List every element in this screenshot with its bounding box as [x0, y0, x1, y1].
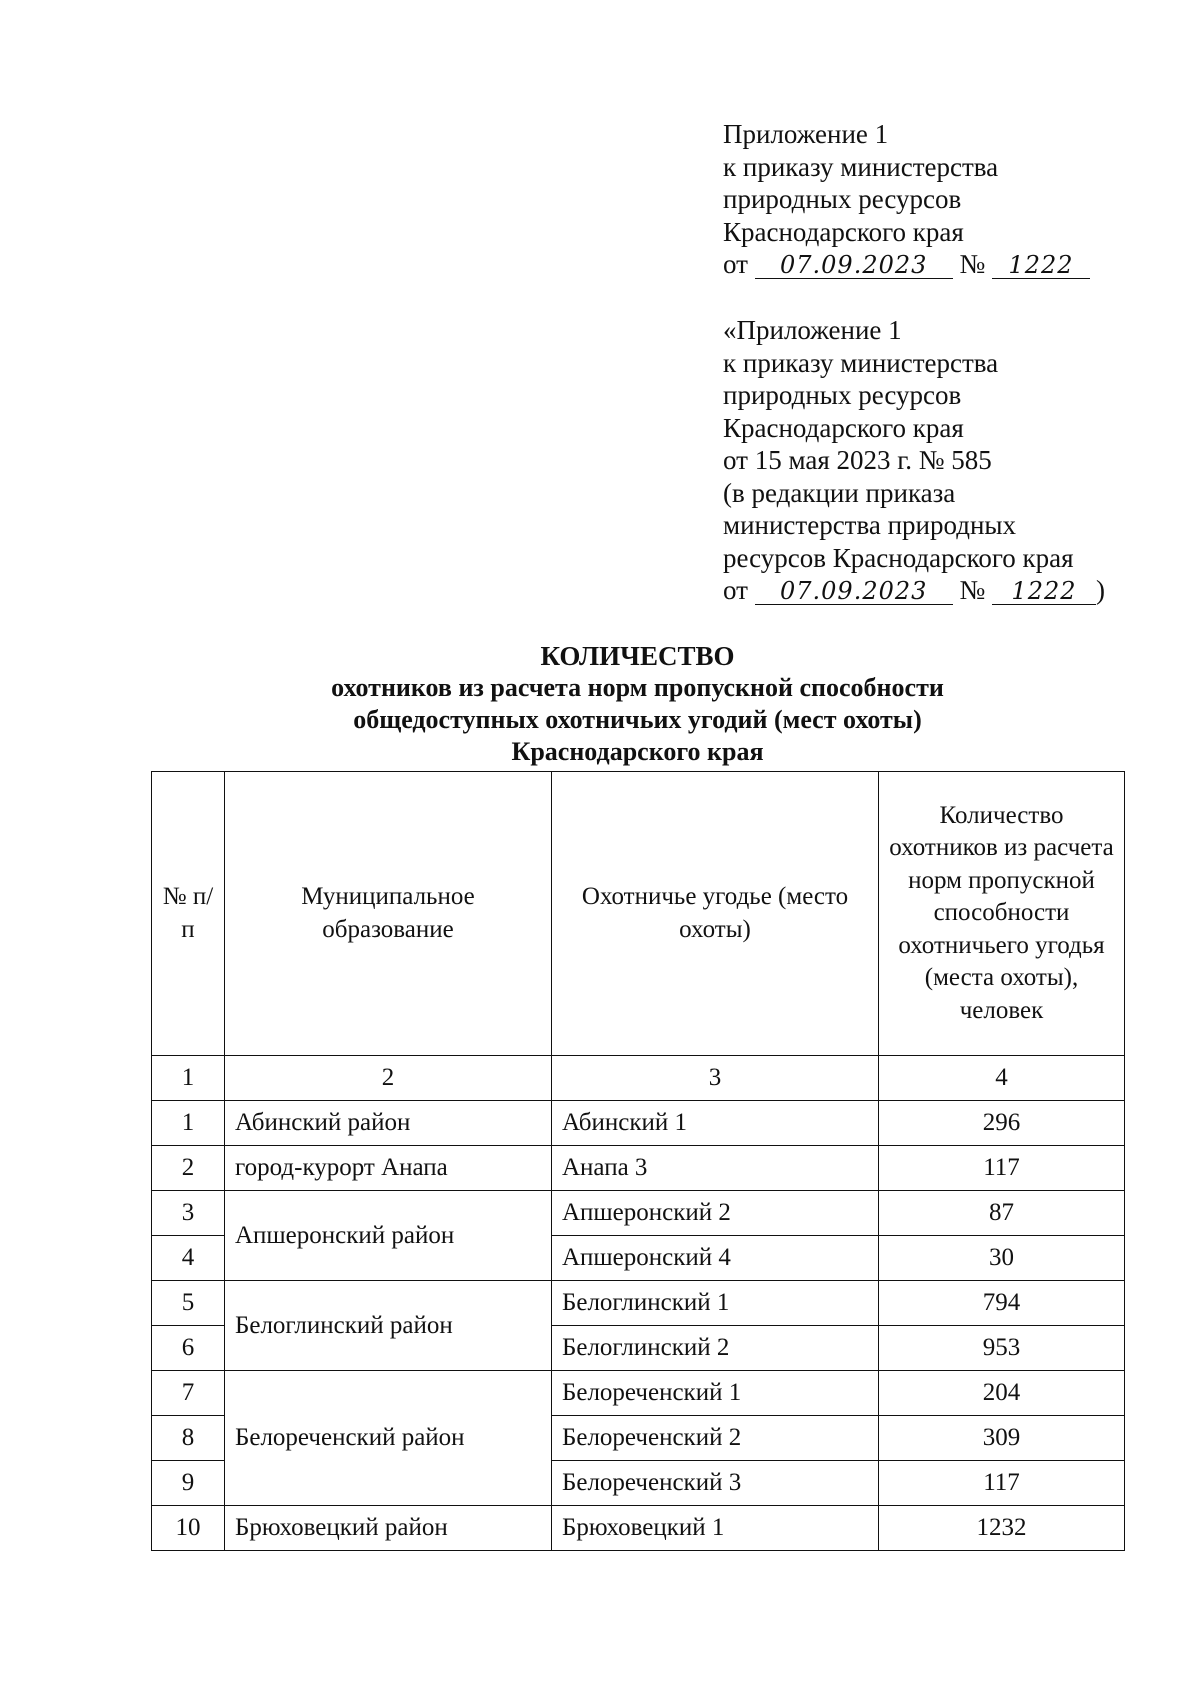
- appendix-date-line: [723, 574, 1143, 607]
- hunter-count-cell: 117: [879, 1461, 1125, 1506]
- appendix-line: ресурсов Краснодарского края: [723, 542, 1074, 573]
- municipality-cell: Белоглинский район: [225, 1281, 552, 1371]
- row-number: 7: [152, 1371, 225, 1416]
- hunter-count-cell: 87: [879, 1191, 1125, 1236]
- hunter-count-cell: 309: [879, 1416, 1125, 1461]
- appendix-line: (в редакции приказа: [723, 477, 956, 508]
- hunting-ground-cell: Белореченский 1: [552, 1371, 879, 1416]
- appendix-line: природных ресурсов: [723, 184, 962, 214]
- handwritten-date: 07.09.2023: [755, 252, 953, 279]
- table-row: [152, 1506, 1125, 1551]
- title-line: общедоступных охотничьих угодий (мест охоты): [353, 705, 922, 734]
- column-number: 1: [152, 1056, 225, 1101]
- hunting-ground-cell: Анапа 3: [552, 1146, 879, 1191]
- handwritten-date: 07.09.2023: [755, 578, 953, 605]
- appendix-line: к приказу министерства: [723, 151, 999, 182]
- appendix-line: природных ресурсов: [723, 380, 962, 410]
- hunting-ground-cell: Белоглинский 1: [552, 1281, 879, 1326]
- row-number: 3: [152, 1191, 225, 1236]
- hunter-count-cell: 953: [879, 1326, 1125, 1371]
- handwritten-number: 1222: [992, 252, 1090, 279]
- hunting-ground-cell: Белоглинский 2: [552, 1326, 879, 1371]
- date-prefix: от: [723, 249, 748, 279]
- column-number: 4: [879, 1056, 1125, 1101]
- table-row: [152, 1101, 1125, 1146]
- column-header-hunting-ground: Охотничье угодье (место охоты): [552, 772, 879, 1056]
- column-header-hunter-count: Количество охотников из расчета норм пропускной способности охотничьего угодья (места охоты), человек: [879, 772, 1125, 1056]
- table-row: [152, 1281, 1125, 1326]
- hunting-ground-cell: Апшеронский 2: [552, 1191, 879, 1236]
- hunter-count-cell: 204: [879, 1371, 1125, 1416]
- hunters-table: [151, 771, 1125, 1551]
- row-number: 9: [152, 1461, 225, 1506]
- title-line: Краснодарского края: [511, 737, 764, 766]
- hunting-ground-cell: Абинский 1: [552, 1101, 879, 1146]
- row-number: 5: [152, 1281, 225, 1326]
- row-number: 1: [152, 1101, 225, 1146]
- table-row: [152, 1146, 1125, 1191]
- appendix-line: Краснодарского края: [723, 412, 964, 443]
- column-number: 3: [552, 1056, 879, 1101]
- appendix-line: к приказу министерства: [723, 347, 999, 378]
- row-number: 8: [152, 1416, 225, 1461]
- row-number: 4: [152, 1236, 225, 1281]
- column-number: 2: [225, 1056, 552, 1101]
- municipality-cell: Белореченский район: [225, 1371, 552, 1506]
- number-prefix: №: [959, 575, 986, 605]
- title-line: охотников из расчета норм пропускной способности: [331, 673, 944, 702]
- appendix-current-order: [723, 118, 1143, 281]
- hunter-count-cell: 117: [879, 1146, 1125, 1191]
- appendix-line: от 15 мая 2023 г. № 585: [723, 445, 992, 475]
- handwritten-number: 1222: [992, 578, 1096, 605]
- hunting-ground-cell: Апшеронский 4: [552, 1236, 879, 1281]
- row-number: 10: [152, 1506, 225, 1551]
- closing-paren: ): [1095, 575, 1105, 605]
- column-numbers-row: [152, 1056, 1125, 1101]
- title-main: КОЛИЧЕСТВО: [540, 641, 735, 671]
- column-header-number: № п/п: [152, 772, 225, 1056]
- municipality-cell: город-курорт Анапа: [225, 1146, 552, 1191]
- appendix-line: «Приложение 1: [723, 315, 902, 345]
- hunter-count-cell: 794: [879, 1281, 1125, 1326]
- appendix-date-line: [723, 248, 1143, 281]
- hunter-count-cell: 30: [879, 1236, 1125, 1281]
- hunter-count-cell: 296: [879, 1101, 1125, 1146]
- appendix-original-order: [723, 314, 1143, 607]
- number-prefix: №: [959, 249, 986, 279]
- municipality-cell: Абинский район: [225, 1101, 552, 1146]
- table-row: [152, 1371, 1125, 1416]
- municipality-cell: Брюховецкий район: [225, 1506, 552, 1551]
- appendix-line: Приложение 1: [723, 119, 889, 149]
- appendix-line: министерства природных: [723, 510, 1017, 540]
- hunting-ground-cell: Белореченский 2: [552, 1416, 879, 1461]
- hunter-count-cell: 1232: [879, 1506, 1125, 1551]
- table-header-row: [152, 772, 1125, 1056]
- date-prefix: от: [723, 575, 748, 605]
- hunting-ground-cell: Белореченский 3: [552, 1461, 879, 1506]
- row-number: 2: [152, 1146, 225, 1191]
- municipality-cell: Апшеронский район: [225, 1191, 552, 1281]
- document-title: [150, 640, 1125, 768]
- row-number: 6: [152, 1326, 225, 1371]
- column-header-municipality: Муниципальное образование: [225, 772, 552, 1056]
- hunting-ground-cell: Брюховецкий 1: [552, 1506, 879, 1551]
- appendix-line: Краснодарского края: [723, 216, 964, 247]
- table-row: [152, 1191, 1125, 1236]
